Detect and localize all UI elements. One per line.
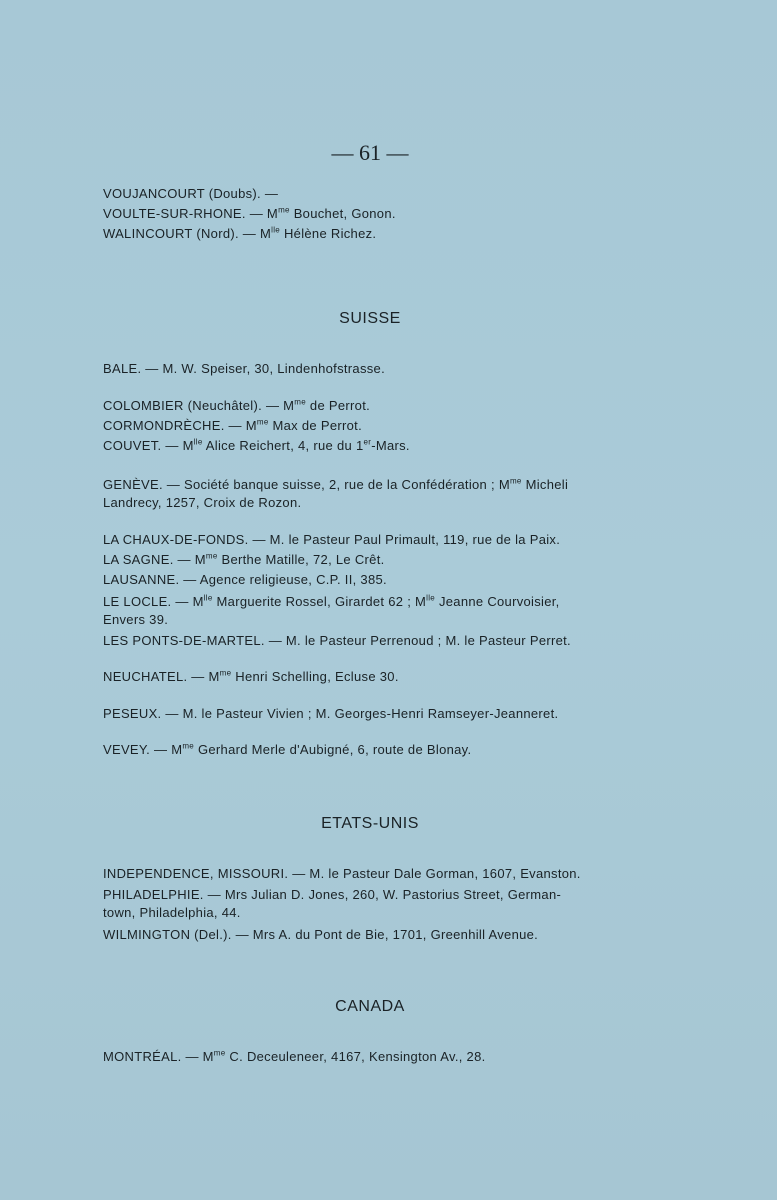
entry-colombier: COLOMBIER (Neuchâtel). — $M^{me}$ de Perrot. — [103, 397, 371, 413]
suisse-entries-8 — [103, 704, 633, 724]
page-number: — 61 — — [331, 140, 409, 165]
etats-unis-entries-2 — [103, 886, 633, 922]
entry-philadelphie: PHILADELPHIE. — Mrs Julian D. Jones, 260, W. Pastorius Street, German- town, Philadelphia, 44. — [103, 887, 562, 920]
suisse-entries-4 — [103, 530, 633, 590]
entry-bale: BALE. — M. W. Speiser, 30, Lindenhofstrasse. — [103, 361, 385, 376]
entry-voujancourt: VOUJANCOURT (Doubs). — — [103, 186, 279, 201]
entry-couvet: COUVET. — $M^{lle}$ Alice Reichert, 4, rue du 1er-Mars. — [103, 437, 410, 453]
entry-wilmington: WILMINGTON (Del.). — Mrs A. du Pont de Bie, 1701, Greenhill Avenue. — [103, 927, 539, 942]
suisse-entries-9 — [103, 740, 633, 760]
canada-entries — [103, 1047, 633, 1067]
heading-canada: CANADA — [335, 998, 405, 1015]
entry-walincourt: WALINCOURT (Nord). — $M^{lle}$ Hélène Richez. — [103, 225, 377, 241]
entry-peseux: PESEUX. — M. le Pasteur Vivien ; M. Georges-Henri Ramseyer-Jeanneret. — [103, 706, 559, 721]
heading-etats-unis: ETATS-UNIS — [321, 815, 419, 832]
suisse-entries — [103, 359, 633, 379]
entry-chaux-de-fonds: LA CHAUX-DE-FONDS. — M. le Pasteur Paul Primault, 119, rue de la Paix. — [103, 532, 561, 547]
entry-la-sagne: LA SAGNE. — $M^{me}$ Berthe Matille, 72, Le Crêt. — [103, 551, 385, 567]
entry-lausanne: LAUSANNE. — Agence religieuse, C.P. II, 385. — [103, 572, 387, 587]
suisse-entries-3 — [103, 476, 633, 512]
suisse-entries-6 — [103, 631, 633, 651]
suisse-entries-7 — [103, 667, 633, 687]
entry-cormondreche: CORMONDRÈCHE. — $M^{me}$ Max de Perrot. — [103, 417, 362, 433]
entry-vevey: VEVEY. — $M^{me}$ Gerhard Merle d'Aubigné, 6, route de Blonay. — [103, 741, 472, 757]
entry-le-locle: LE LOCLE. — $M^{lle}$ Marguerite Rossel, Girardet 62 ; $M^{lle}$ Jeanne Courvoisier, Envers 39. — [103, 593, 560, 627]
etats-unis-entries — [103, 864, 633, 884]
heading-suisse: SUISSE — [339, 310, 401, 327]
entry-neuchatel: NEUCHATEL. — $M^{me}$ Henri Schelling, Ecluse 30. — [103, 668, 399, 684]
entry-geneve: GENÈVE. — Société banque suisse, 2, rue de la Confédération ; $M^{me}$ Micheli Landrecy, 1257, Croix de Rozon. — [103, 476, 569, 510]
etats-unis-entries-3 — [103, 925, 633, 945]
entry-montreal: MONTRÉAL. — $M^{me}$ C. Deceuleneer, 4167, Kensington Av., 28. — [103, 1048, 486, 1064]
suisse-entries-2 — [103, 396, 633, 456]
entry-ponts-de-martel: LES PONTS-DE-MARTEL. — M. le Pasteur Perrenoud ; M. le Pasteur Perret. — [103, 633, 571, 648]
entry-independence: INDEPENDENCE, MISSOURI. — M. le Pasteur Dale Gorman, 1607, Evanston. — [103, 866, 581, 881]
france-entries — [103, 184, 633, 244]
entry-voulte: VOULTE-SUR-RHONE. — $M^{me}$ Bouchet, Gonon. — [103, 205, 396, 221]
suisse-entries-5 — [103, 593, 633, 629]
